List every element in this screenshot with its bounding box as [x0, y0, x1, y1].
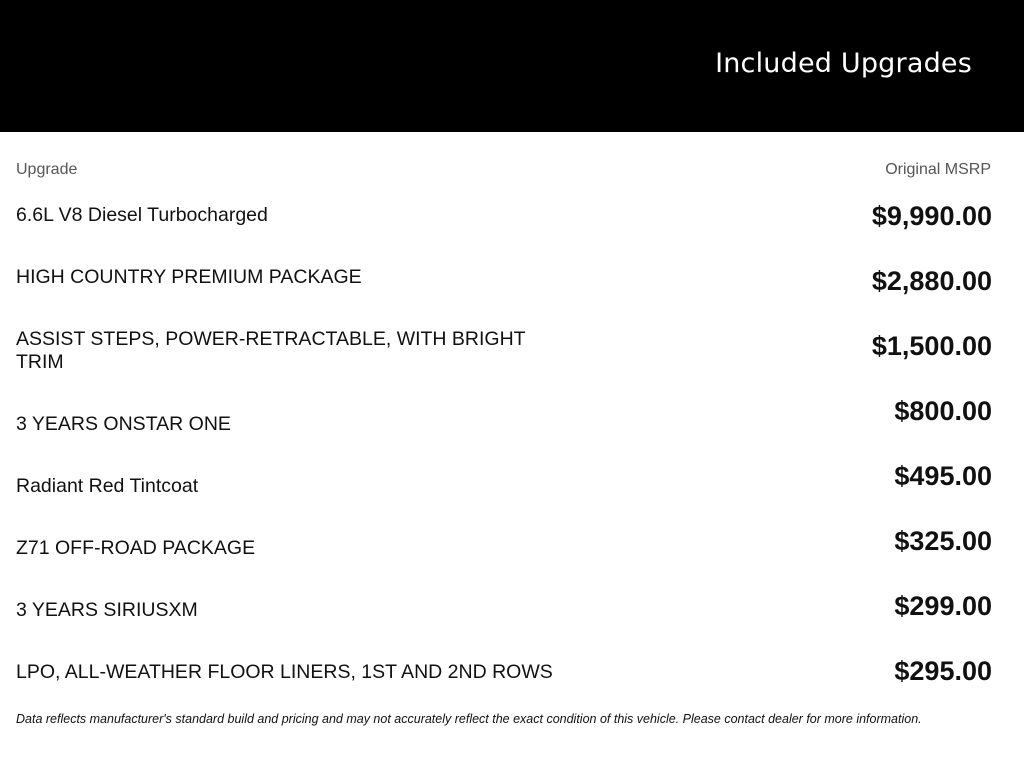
upgrade-name: 3 YEARS SIRIUSXM — [16, 599, 198, 621]
upgrade-price: $9,990.00 — [871, 201, 992, 231]
upgrade-name: 6.6L V8 Diesel Turbocharged — [16, 204, 268, 226]
upgrade-name: ASSIST STEPS, POWER-RETRACTABLE, WITH BRIGHT TRIM — [16, 328, 526, 373]
upgrade-price: $2,880.00 — [871, 266, 992, 296]
upgrade-name: Radiant Red Tintcoat — [16, 475, 199, 497]
upgrade-price: $295.00 — [894, 656, 992, 686]
upgrade-price: $299.00 — [894, 591, 992, 621]
upgrade-name: LPO, ALL-WEATHER FLOOR LINERS, 1ST AND 2ND ROWS — [16, 661, 553, 683]
upgrade-price: $800.00 — [894, 396, 992, 426]
page-header — [0, 0, 1024, 132]
upgrade-name: HIGH COUNTRY PREMIUM PACKAGE — [16, 266, 362, 288]
upgrade-name: Z71 OFF-ROAD PACKAGE — [16, 537, 256, 559]
upgrade-price: $1,500.00 — [871, 331, 992, 361]
column-header-upgrade: Upgrade — [16, 161, 78, 178]
upgrade-price: $495.00 — [894, 461, 992, 491]
page-title: Included Upgrades — [715, 48, 972, 79]
upgrade-name: 3 YEARS ONSTAR ONE — [16, 413, 231, 435]
upgrade-price: $325.00 — [894, 526, 992, 556]
disclaimer-text: Data reflects manufacturer's standard build and pricing and may not accurately reflect the exact condition of this vehicle. Please contact dealer for more information. — [16, 712, 922, 726]
column-header-msrp: Original MSRP — [885, 161, 991, 178]
